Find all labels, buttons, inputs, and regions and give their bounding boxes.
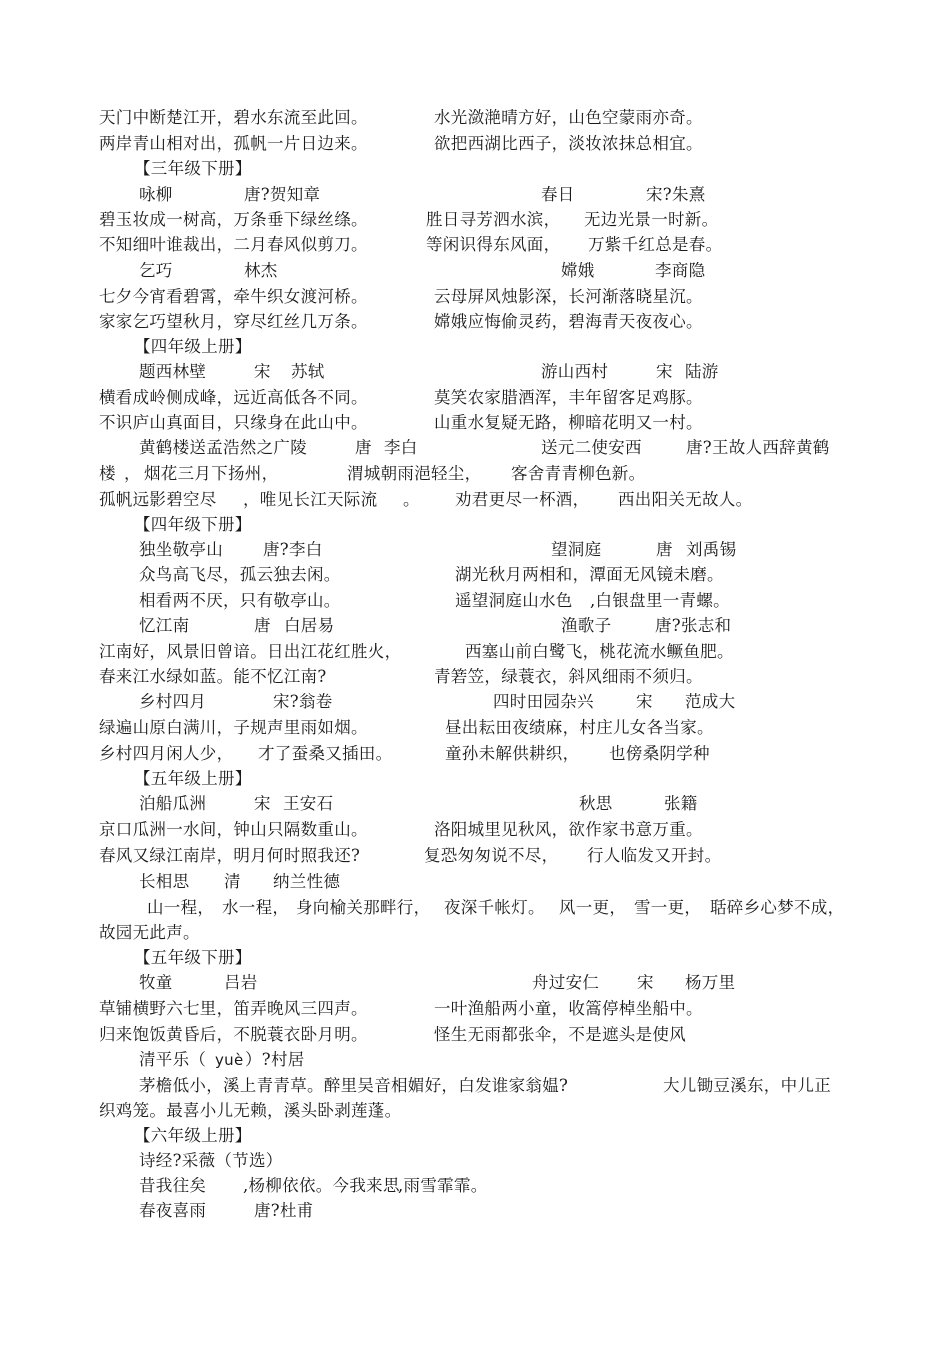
poem-author: 吕岩 bbox=[224, 973, 258, 992]
grade-heading: 【五年级下册】 bbox=[134, 948, 252, 967]
text-line: 劝君更尽一杯酒， bbox=[455, 490, 590, 509]
text-line: 西出阳关无故人。 bbox=[618, 490, 753, 509]
text-line: 客舍青青柳色新。 bbox=[511, 464, 646, 483]
text-line: 无边光景一时新。 bbox=[584, 210, 719, 229]
poem-author: 李白 bbox=[384, 438, 418, 457]
poem-title: 牧童 bbox=[139, 973, 173, 992]
grade-heading: 【三年级下册】 bbox=[134, 159, 252, 178]
poem-title: 舟过安仁 bbox=[532, 973, 600, 992]
text-line: ，唯见长江天际流 bbox=[243, 490, 378, 509]
text-line: 风一更， bbox=[559, 898, 627, 917]
poem-author: 宋 bbox=[254, 362, 271, 381]
grade-heading: 【六年级上册】 bbox=[134, 1126, 252, 1145]
poem-author: 宋 bbox=[656, 362, 673, 381]
poem-title: 题西林壁 bbox=[139, 362, 207, 381]
poem-author: 张籍 bbox=[664, 794, 698, 813]
text-line: 烟花三月下扬州， bbox=[144, 464, 279, 483]
grade-heading: 【四年级下册】 bbox=[134, 515, 252, 534]
poem-title: 独坐敬亭山 bbox=[139, 540, 223, 559]
text-line: ,白银盘里一青螺。 bbox=[590, 591, 730, 610]
poem-title: 春夜喜雨 bbox=[139, 1201, 207, 1220]
text-line: 碧玉妆成一树高，万条垂下绿丝绦。 bbox=[99, 210, 368, 229]
poem-author: 纳兰性德 bbox=[273, 872, 341, 891]
text-line: 复恐匆匆说不尽， bbox=[424, 846, 559, 865]
poem-title: 黄鹤楼送孟浩然之广陵 bbox=[139, 438, 307, 457]
text-line: 草铺横野六七里，笛弄晚风三四声。 bbox=[99, 999, 368, 1018]
poem-title: 忆江南 bbox=[139, 616, 190, 635]
text-line: 一叶渔船两小童，收篙停棹坐船中。 bbox=[434, 999, 703, 1018]
poem-title: ）?村居 bbox=[245, 1050, 305, 1069]
poem-author: 唐?王故人西辞黄鹤 bbox=[686, 438, 830, 457]
poem-title: 泊船瓜洲 bbox=[139, 794, 207, 813]
grade-heading: 【四年级上册】 bbox=[134, 337, 252, 356]
text-line: 孤帆远影碧空尽 bbox=[99, 490, 217, 509]
text-line: ,雨雪霏霏。 bbox=[398, 1176, 488, 1195]
poem-author: 宋 bbox=[636, 692, 653, 711]
text-line: ,杨柳依依。今我来思 bbox=[243, 1176, 400, 1195]
text-line: 春风又绿江南岸，明月何时照我还? bbox=[99, 846, 361, 865]
text-line: 青箬笠，绿蓑衣，斜风细雨不须归。 bbox=[434, 667, 703, 686]
poem-title: 诗经?采薇（节选） bbox=[139, 1151, 283, 1170]
poem-author: 唐 bbox=[254, 616, 271, 635]
poem-author: 李商隐 bbox=[655, 261, 706, 280]
text-line: 湖光秋月两相和，潭面无风镜未磨。 bbox=[455, 565, 724, 584]
poem-title: 渔歌子 bbox=[561, 616, 612, 635]
text-line: ， bbox=[124, 464, 141, 483]
pinyin-annotation: yuè bbox=[215, 1051, 244, 1069]
text-line: 才了蚕桑又插田。 bbox=[258, 744, 393, 763]
text-line: 山重水复疑无路，柳暗花明又一村。 bbox=[434, 413, 703, 432]
text-line: 行人临发又开封。 bbox=[587, 846, 722, 865]
poem-title: 清平乐（ bbox=[139, 1050, 207, 1069]
poem-author: 范成大 bbox=[685, 692, 736, 711]
text-line: 京口瓜洲一水间，钟山只隔数重山。 bbox=[99, 820, 368, 839]
poem-author: 林杰 bbox=[244, 261, 278, 280]
text-line: 绿遍山原白满川，子规声里雨如烟。 bbox=[99, 718, 368, 737]
poem-title: 乞巧 bbox=[139, 261, 173, 280]
text-line: 春来江水绿如蓝。能不忆江南? bbox=[99, 667, 327, 686]
text-line: 乡村四月闲人少， bbox=[99, 744, 234, 763]
text-line: 。 bbox=[403, 490, 420, 509]
text-line: 夜深千帐灯。 bbox=[444, 898, 545, 917]
poem-title: 春日 bbox=[541, 185, 575, 204]
text-line: 渭城朝雨浥轻尘， bbox=[347, 464, 482, 483]
poem-author: 清 bbox=[224, 872, 241, 891]
poem-title: 长相思 bbox=[139, 872, 190, 891]
poem-author: 陆游 bbox=[685, 362, 719, 381]
poem-author: 宋 bbox=[637, 973, 654, 992]
text-line: 莫笑农家腊酒浑，丰年留客足鸡豚。 bbox=[434, 388, 703, 407]
text-line: 水光潋滟晴方好，山色空蒙雨亦奇。 bbox=[434, 108, 703, 127]
poem-author: 宋?翁卷 bbox=[273, 692, 333, 711]
text-line: 水一程， bbox=[222, 898, 290, 917]
text-line: 归来饱饭黄昏后，不脱蓑衣卧月明。 bbox=[99, 1025, 368, 1044]
text-line: 嫦娥应悔偷灵药，碧海青天夜夜心。 bbox=[434, 312, 703, 331]
text-line: 茅檐低小，溪上青青草。醉里吴音相媚好，白发谁家翁媪? bbox=[139, 1076, 569, 1095]
poem-author: 唐?杜甫 bbox=[254, 1201, 314, 1220]
text-line: 不识庐山真面目，只缘身在此山中。 bbox=[99, 413, 368, 432]
text-line: 相看两不厌，只有敬亭山。 bbox=[139, 591, 341, 610]
text-line: 也傍桑阴学种 bbox=[609, 744, 710, 763]
text-line: 欲把西湖比西子，淡妆浓抹总相宜。 bbox=[434, 134, 703, 153]
poem-title: 咏柳 bbox=[139, 185, 173, 204]
poem-title: 乡村四月 bbox=[139, 692, 207, 711]
poem-title: 游山西村 bbox=[541, 362, 609, 381]
text-line: 故园无此声。 bbox=[99, 923, 200, 942]
text-line: 天门中断楚江开，碧水东流至此回。 bbox=[99, 108, 368, 127]
text-line: 身向榆关那畔行， bbox=[296, 898, 431, 917]
poem-author: 苏轼 bbox=[291, 362, 325, 381]
poem-author: 唐?贺知章 bbox=[244, 185, 321, 204]
text-line: 不知细叶谁裁出，二月春风似剪刀。 bbox=[99, 235, 368, 254]
poem-author: 宋?朱熹 bbox=[646, 185, 706, 204]
text-line: 胜日寻芳泗水滨， bbox=[426, 210, 561, 229]
poem-title: 四时田园杂兴 bbox=[493, 692, 594, 711]
text-line: 众鸟高飞尽，孤云独去闲。 bbox=[139, 565, 341, 584]
poem-author: 唐 bbox=[355, 438, 372, 457]
grade-heading: 【五年级上册】 bbox=[134, 769, 252, 788]
poem-author: 唐 bbox=[656, 540, 673, 559]
poem-author: 杨万里 bbox=[685, 973, 736, 992]
poem-author: 唐?李白 bbox=[263, 540, 323, 559]
poem-author: 唐?张志和 bbox=[655, 616, 732, 635]
text-line: 遥望洞庭山水色 bbox=[455, 591, 573, 610]
text-line: 昔我往矣 bbox=[139, 1176, 207, 1195]
poem-title: 望洞庭 bbox=[551, 540, 602, 559]
poem-title: 送元二使安西 bbox=[541, 438, 642, 457]
text-line: 万紫千红总是春。 bbox=[588, 235, 723, 254]
text-line: 江南好，风景旧曾谙。日出江花红胜火， bbox=[99, 642, 402, 661]
text-line: 云母屏风烛影深，长河渐落晓星沉。 bbox=[434, 287, 703, 306]
text-line: 怪生无雨都张伞，不是遮头是使风 bbox=[434, 1025, 686, 1044]
poem-title: 秋思 bbox=[579, 794, 613, 813]
text-line: 山一程， bbox=[147, 898, 215, 917]
text-line: 昼出耘田夜绩麻，村庄儿女各当家。 bbox=[445, 718, 714, 737]
text-line: 两岸青山相对出，孤帆一片日边来。 bbox=[99, 134, 368, 153]
poem-title: 嫦娥 bbox=[561, 261, 595, 280]
text-line: 聒碎乡心梦不成， bbox=[710, 898, 845, 917]
poem-author: 刘禹锡 bbox=[686, 540, 737, 559]
text-line: 西塞山前白鹭飞，桃花流水鳜鱼肥。 bbox=[465, 642, 734, 661]
text-line: 等闲识得东风面， bbox=[426, 235, 561, 254]
poem-author: 白居易 bbox=[284, 616, 335, 635]
text-line: 横看成岭侧成峰，远近高低各不同。 bbox=[99, 388, 368, 407]
text-line: 家家乞巧望秋月，穿尽红丝几万条。 bbox=[99, 312, 368, 331]
poem-author: 宋 bbox=[254, 794, 271, 813]
poem-author: 王安石 bbox=[283, 794, 334, 813]
text-line: 大儿锄豆溪东，中儿正 bbox=[663, 1076, 831, 1095]
text-line: 洛阳城里见秋风，欲作家书意万重。 bbox=[434, 820, 703, 839]
text-line: 七夕今宵看碧霄，牵牛织女渡河桥。 bbox=[99, 287, 368, 306]
text-line: 织鸡笼。最喜小儿无赖，溪头卧剥莲蓬。 bbox=[99, 1101, 402, 1120]
text-line: 雪一更， bbox=[634, 898, 702, 917]
text-line: 楼 bbox=[99, 464, 116, 483]
text-line: 童孙未解供耕织， bbox=[445, 744, 580, 763]
